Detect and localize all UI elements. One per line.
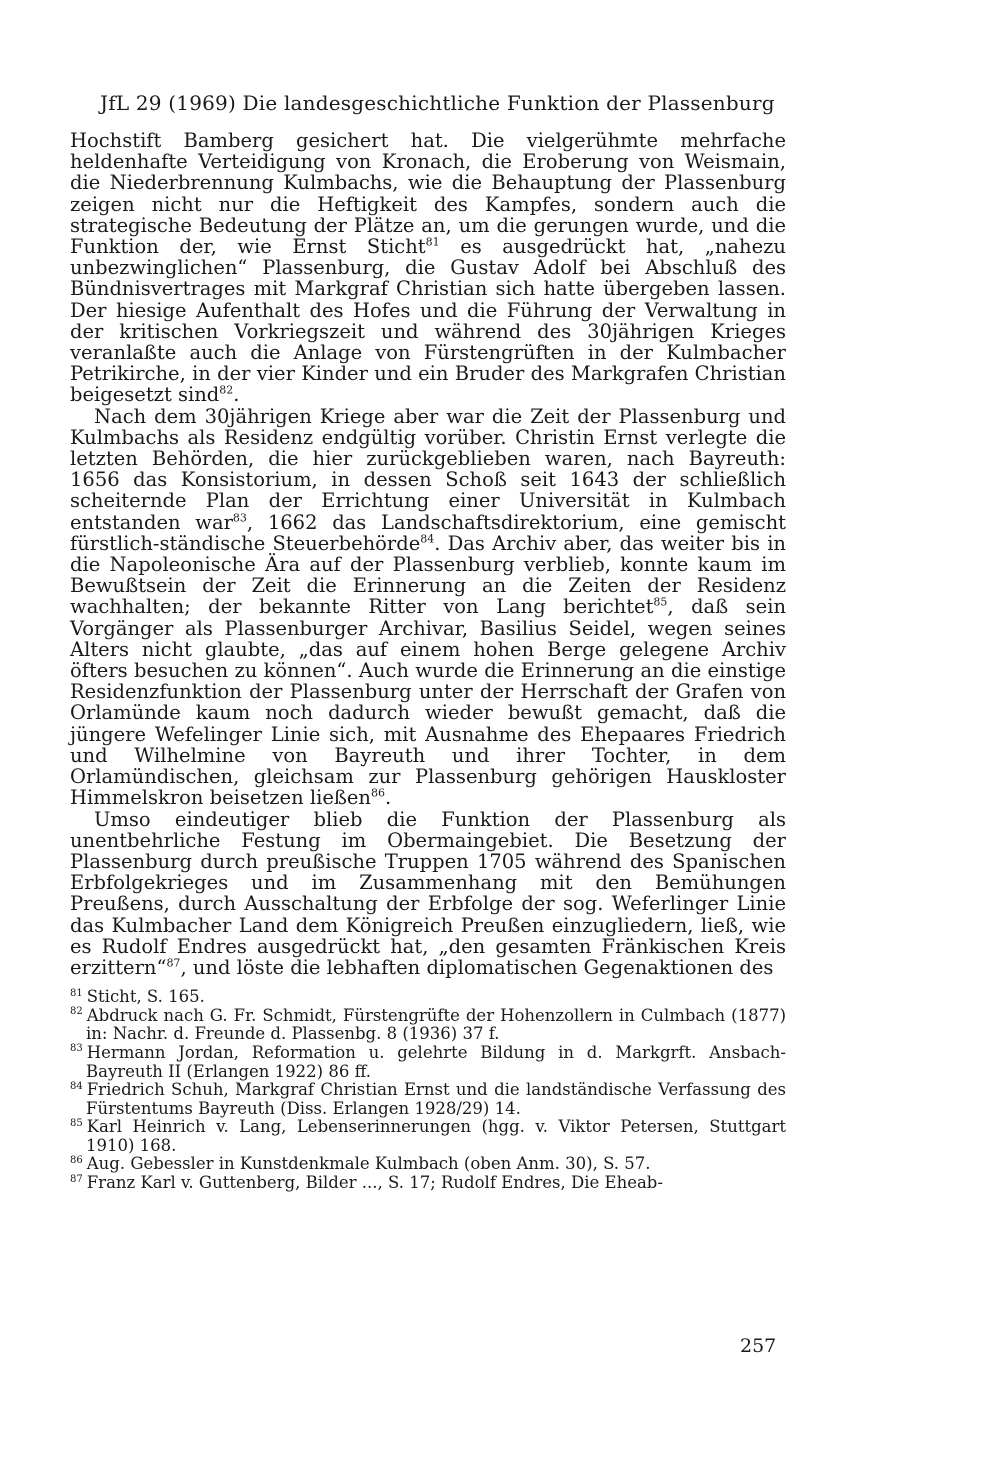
footnote-reference: 86 [371, 786, 385, 800]
paragraph-3 [70, 809, 786, 979]
footnotes [70, 988, 786, 1193]
footnote [70, 1007, 786, 1044]
text-segment: . [385, 786, 392, 810]
text-segment: . [233, 383, 240, 407]
paragraph-1 [70, 130, 786, 406]
body-text [70, 130, 786, 978]
footnote-reference: 87 [166, 956, 181, 970]
footnote-text: Sticht, S. 165. [86, 987, 205, 1007]
footnote-text: Abdruck nach G. Fr. Schmidt, Fürstengrüfte der Hohenzollern in Culmbach (1877) in: Nachr. d. Freunde d. Plassenbg. 8 (1936) 37 f. [86, 1005, 786, 1044]
footnote [70, 1081, 786, 1118]
footnote-text: Hermann Jordan, Reformation u. gelehrte Bildung in d. Markgrft. Ansbach-Bayreuth II (Erlangen 1922) 86 ff. [86, 1042, 786, 1081]
running-head: JfL 29 (1969) Die landesgeschichtliche Funktion der Plassenburg [100, 91, 775, 115]
footnote-number: 81 [70, 987, 83, 999]
page-content [70, 88, 786, 1193]
footnote-text: Karl Heinrich v. Lang, Lebenserinnerungen (hgg. v. Viktor Petersen, Stuttgart 1910) 168. [86, 1117, 786, 1155]
footnote [70, 988, 786, 1007]
footnote-reference: 85 [653, 595, 668, 609]
footnote [70, 1118, 786, 1155]
footnote-number: 86 [70, 1154, 83, 1166]
text-segment: . Das Archiv aber, das weiter bis in die Napoleonische Ära auf der Plassenburg verblieb, konnte kaum im Bewußtsein der Zeit die Erinnerung an die Zeiten der Residenz wachhalten; der bekannte Ritter von Lang berichtet [70, 531, 786, 619]
footnote-number: 82 [70, 1006, 83, 1018]
footnote [70, 1155, 786, 1174]
footnote-number: 83 [70, 1043, 83, 1055]
footnote-text: Aug. Gebessler in Kunstdenkmale Kulmbach (oben Anm. 30), S. 57. [86, 1154, 651, 1174]
text-segment: es ausgedrückt hat, „nahezu unbezwinglichen“ Plassenburg, die Gustav Adolf bei Abschluß des Bündnisvertrages mit Markgraf Christian sich hatte übergeben lassen. Der hiesige Aufenthalt des Hofes und die Führung der Verwaltung in der kritischen Vorkriegszeit und während des 30jährigen Krieges veranlaßte auch die Anlage von Fürstengrüften in der Kulmbacher Petrikirche, in der vier Kinder und ein Bruder des Markgrafen Christian beigesetzt sind [70, 235, 786, 407]
footnote-text: Franz Karl v. Guttenberg, Bilder ..., S. 17; Rudolf Endres, Die Eheab- [86, 1173, 663, 1193]
footnote [70, 1174, 786, 1193]
footnote-number: 87 [70, 1173, 83, 1185]
footnote-text: Friedrich Schuh, Markgraf Christian Ernst und die landständische Verfassung des Fürstentums Bayreuth (Diss. Erlangen 1928/29) 14. [86, 1080, 786, 1118]
footnote-reference: 84 [420, 532, 435, 546]
footnote-reference: 82 [219, 383, 234, 397]
footnote-reference: 83 [232, 511, 247, 525]
page-number: 257 [740, 1335, 777, 1357]
text-segment: Nach dem 30jährigen Kriege aber war die Zeit der Plassenburg und Kulmbachs als Residenz endgültig vorüber. Christin Ernst verlegte die letzten Behörden, die hier zurückgeblieben waren, nach Bayreuth: 1656 das Konsistorium, in dessen Schoß seit 1643 der schließlich scheiternde Plan der Errichtung einer Universität in Kulmbach entstanden war [70, 404, 786, 534]
text-segment: , 1662 das Landschaftsdirektorium, eine gemischt fürstlich-ständische Steuerbehörde [70, 510, 787, 555]
text-segment: , daß sein Vorgänger als Plassenburger Archivar, Basilius Seidel, wegen seines Alters nicht glaubte, „das auf einem hohen Berge gelegene Archiv öfters besuchen zu können“. Auch wurde die Erinnerung an die einstige Residenzfunktion der Plassenburg unter der Herrschaft der Grafen von Orlamünde kaum noch dadurch wieder bewußt gemacht, daß die jüngere Wefelinger Linie sich, mit Ausnahme des Ehepaares Friedrich und Wilhelmine von Bayreuth und ihrer Tochter, in dem Orlamündischen, gleichsam zur Plassenburg gehörigen Hauskloster Himmelskron beisetzen ließen [70, 595, 787, 810]
paragraph-2 [70, 406, 786, 809]
text-segment: , und löste die lebhaften diplomatischen Gegenaktionen des [180, 955, 774, 979]
footnote-number: 85 [70, 1117, 83, 1129]
text-segment: Umso eindeutiger blieb die Funktion der Plassenburg als unentbehrliche Festung im Obermaingebiet. Die Besetzung der Plassenburg durch preußische Truppen 1705 während des Spanischen Erbfolgekrieges und im Zusammenhang mit den Bemühungen Preußens, durch Ausschaltung der Erbfolge der sog. Weferlinger Linie das Kulmbacher Land dem Königreich Preußen einzugliedern, ließ, wie es Rudolf Endres ausgedrückt hat, „den gesamten Fränkischen Kreis erzittern“ [70, 807, 786, 979]
footnote-reference: 81 [425, 235, 440, 249]
text-segment: Hochstift Bamberg gesichert hat. Die vielgerühmte mehrfache heldenhafte Verteidigung von Kronach, die Eroberung von Weismain, die Niederbrennung Kulmbachs, wie die Behauptung der Plassenburg zeigen nicht nur die Heftigkeit des Kampfes, sondern auch die strategische Bedeutung der Plätze an, um die gerungen wurde, und die Funktion der, wie Ernst Sticht [70, 129, 786, 259]
footnote-number: 84 [70, 1080, 83, 1092]
footnote [70, 1044, 786, 1081]
